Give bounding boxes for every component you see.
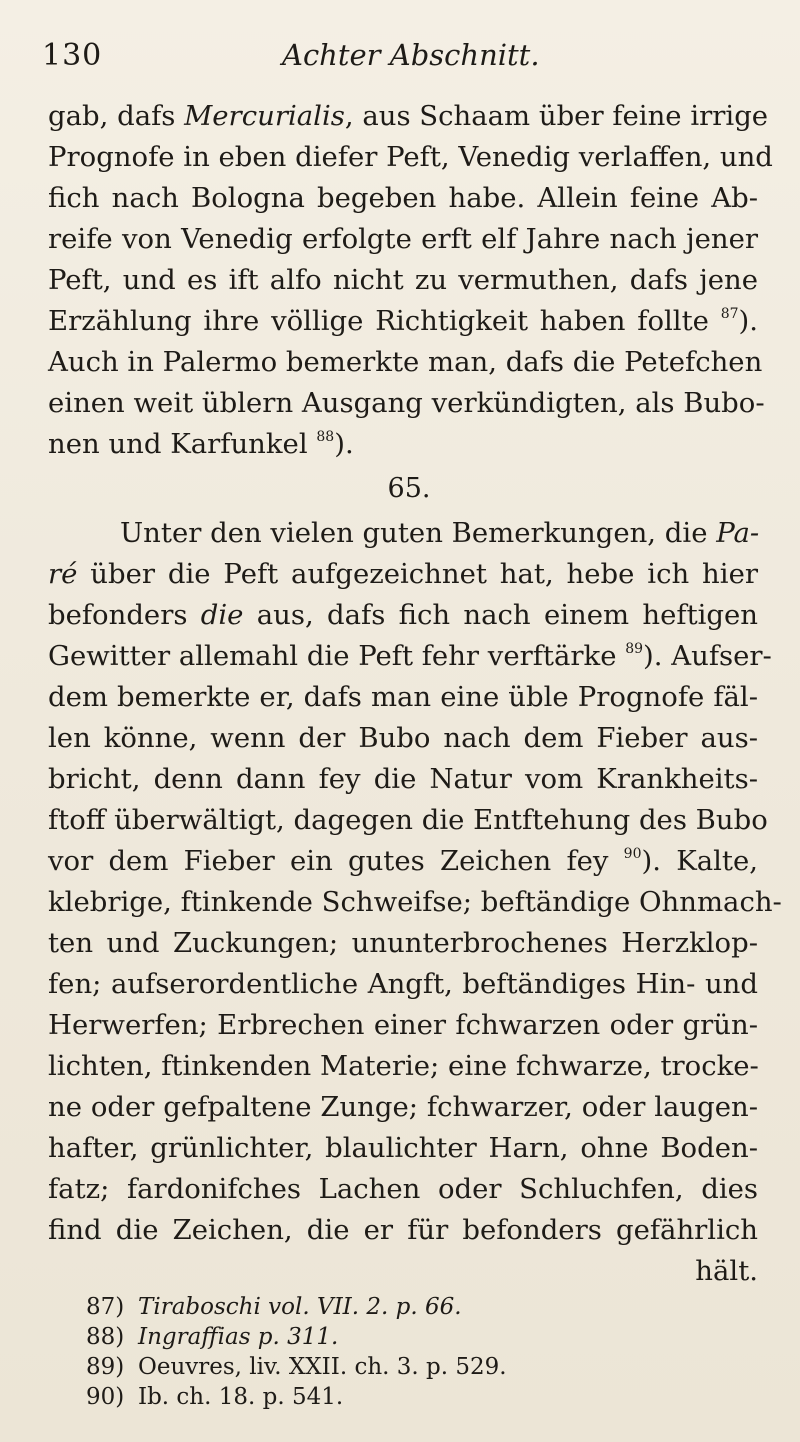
italic-word: die [200,599,244,631]
text-line: Erzählung ihre völlige Richtigkeit haben follte $^{87}$). [48,305,758,337]
text-line [48,96,769,137]
text-line: hält. [695,1255,758,1287]
footnote-number: 88) [86,1324,125,1350]
text-span: befonders die aus, dafs fich nach einem heftigen [48,599,759,631]
footnote-number: 89) [86,1354,125,1380]
footnote-text: Ingraffias p. 311. [138,1324,339,1350]
text-span: nen und Karfunkel [48,428,308,460]
footnote-number: 87) [86,1294,125,1320]
text-line: fen; aufserordentliche Angft, beftändiges Hin- und [48,968,758,1000]
footnote [86,1292,726,1322]
text-line: fatz; fardonifches Lachen oder Schluchfen, dies [48,1173,758,1205]
body-text [48,96,782,1292]
footnote [86,1352,726,1382]
text-span: Aufser- [671,640,772,672]
text-span: gab, dafs Mercurialis, aus Schaam über feine irrige [48,100,769,132]
footnote [86,1322,726,1352]
footnote-number: 90) [86,1384,125,1410]
text-span: Kalte, [676,845,758,877]
section-number: 65. [387,473,431,504]
text-line: vor dem Fieber ein gutes Zeichen fey $^{90}$). Kalte, [48,845,758,877]
text-line: dem bemerkte er, dafs man eine üble Prognofe fäl- [48,681,758,713]
text-line: klebrige, ftinkende Schweifse; beftändige Ohnmach- [48,886,782,918]
footnotes [86,1292,726,1412]
footnote-ref: 87 [720,306,739,322]
text-line [48,595,758,636]
text-line: lichten, ftinkenden Materie; eine fchwarze, trocke- [48,1050,759,1082]
page-number: 130 [42,38,103,73]
footnote-text: Ib. ch. 18. p. 541. [138,1384,344,1410]
text-line [48,513,758,554]
text-line: einen weit üblern Ausgang verkündigten, als Bubo- [48,387,765,419]
text-line [48,554,758,595]
text-line: find die Zeichen, die er für befonders gefährlich [48,1214,758,1246]
footnote-ref: 88 [316,429,335,445]
text-line: bricht, denn dann fey die Natur vom Krankheits- [48,763,758,795]
text-line: Peft, und es ift alfo nicht zu vermuthen, dafs jene [48,264,758,296]
text-line: len könne, wenn der Bubo nach dem Fieber aus- [48,722,758,754]
text-line: ten und Zuckungen; ununterbrochenes Herzklop- [48,927,758,959]
italic-word: ré [48,558,78,590]
running-head: Achter Abschnitt. [282,38,540,72]
footnote-ref: 90 [623,846,642,862]
italic-word: Pa- [716,517,760,549]
footnote-ref: 89 [625,641,644,657]
text-span: Gewitter allemahl die Peft fehr verftärke [48,640,617,672]
text-span: Erzählung ihre völlige Richtigkeit haben follte [48,305,709,337]
footnote [86,1382,726,1412]
page-header [42,38,740,88]
text-span: ré über die Peft aufgezeichnet hat, hebe ich hier [48,558,758,590]
text-line: Gewitter allemahl die Peft fehr verftärke $^{89}$). Aufser- [48,640,772,672]
text-line: Herwerfen; Erbrechen einer fchwarzen oder grün- [48,1009,758,1041]
footnote-text: Tiraboschi vol. VII. 2. p. 66. [138,1294,462,1320]
text-line: ftoff überwältigt, dagegen die Entftehung des Bubo [48,804,768,836]
text-span: vor dem Fieber ein gutes Zeichen fey [48,845,609,877]
text-line: hafter, grünlichter, blaulichter Harn, ohne Boden- [48,1132,758,1164]
italic-word: Mercurialis [184,100,345,132]
text-line: nen und Karfunkel $^{88}$). [48,428,354,460]
text-line: reife von Venedig erfolgte erft elf Jahre nach jener [48,223,758,255]
text-span: Unter den vielen guten Bemerkungen, die Pa- [120,517,760,549]
text-line: fich nach Bologna begeben habe. Allein feine Ab- [48,182,758,214]
text-line: Auch in Palermo bemerkte man, dafs die Petefchen [48,346,763,378]
text-line: ne oder gefpaltene Zunge; fchwarzer, oder laugen- [48,1091,758,1123]
footnote-text: Oeuvres, liv. XXII. ch. 3. p. 529. [138,1354,507,1380]
text-line: Prognofe in eben diefer Peft, Venedig verlaffen, und [48,141,773,173]
